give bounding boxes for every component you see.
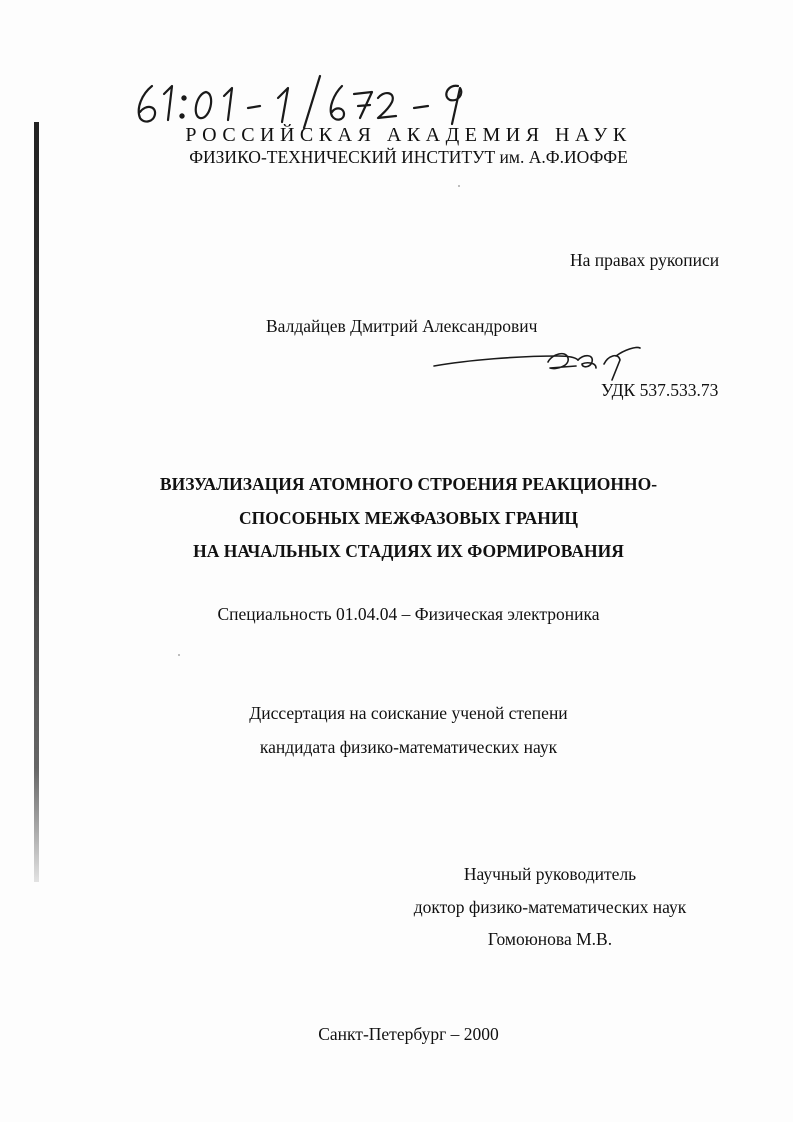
city-year: Санкт-Петербург – 2000 [318,1024,499,1044]
scan-speck [178,654,180,656]
scan-edge-shadow [34,122,39,882]
thesis-title-line-2: СПОСОБНЫХ МЕЖФАЗОВЫХ ГРАНИЦ [238,508,579,528]
dissertation-line-2: кандидата физико-математических наук [259,737,558,757]
thesis-title-line-1: ВИЗУАЛИЗАЦИЯ АТОМНОГО СТРОЕНИЯ РЕАКЦИОННО- [159,474,658,494]
specialty: Специальность 01.04.04 – Физическая электроника [217,604,600,624]
thesis-title-line-3: НА НАЧАЛЬНЫХ СТАДИЯХ ИХ ФОРМИРОВАНИЯ [193,541,624,561]
author-signature [428,336,648,384]
manuscript-rights: На правах рукописи [570,250,720,270]
author-name: Валдайцев Дмитрий Александрович [266,316,538,336]
institute-name: ФИЗИКО-ТЕХНИЧЕСКИЙ ИНСТИТУТ им. А.Ф.ИОФФЕ [189,147,628,167]
dissertation-line-1: Диссертация на соискание ученой степени [249,703,568,723]
supervisor-role: Научный руководитель [463,864,637,884]
supervisor-degree: доктор физико-математических наук [413,897,687,917]
udk-code: УДК 537.533.73 [601,380,719,400]
scan-speck [458,185,460,187]
supervisor-name: Гомоюнова М.В. [487,929,613,949]
academy-name: РОССИЙСКАЯ АКАДЕМИЯ НАУК [185,124,632,146]
handwritten-catalog-number [128,72,488,132]
